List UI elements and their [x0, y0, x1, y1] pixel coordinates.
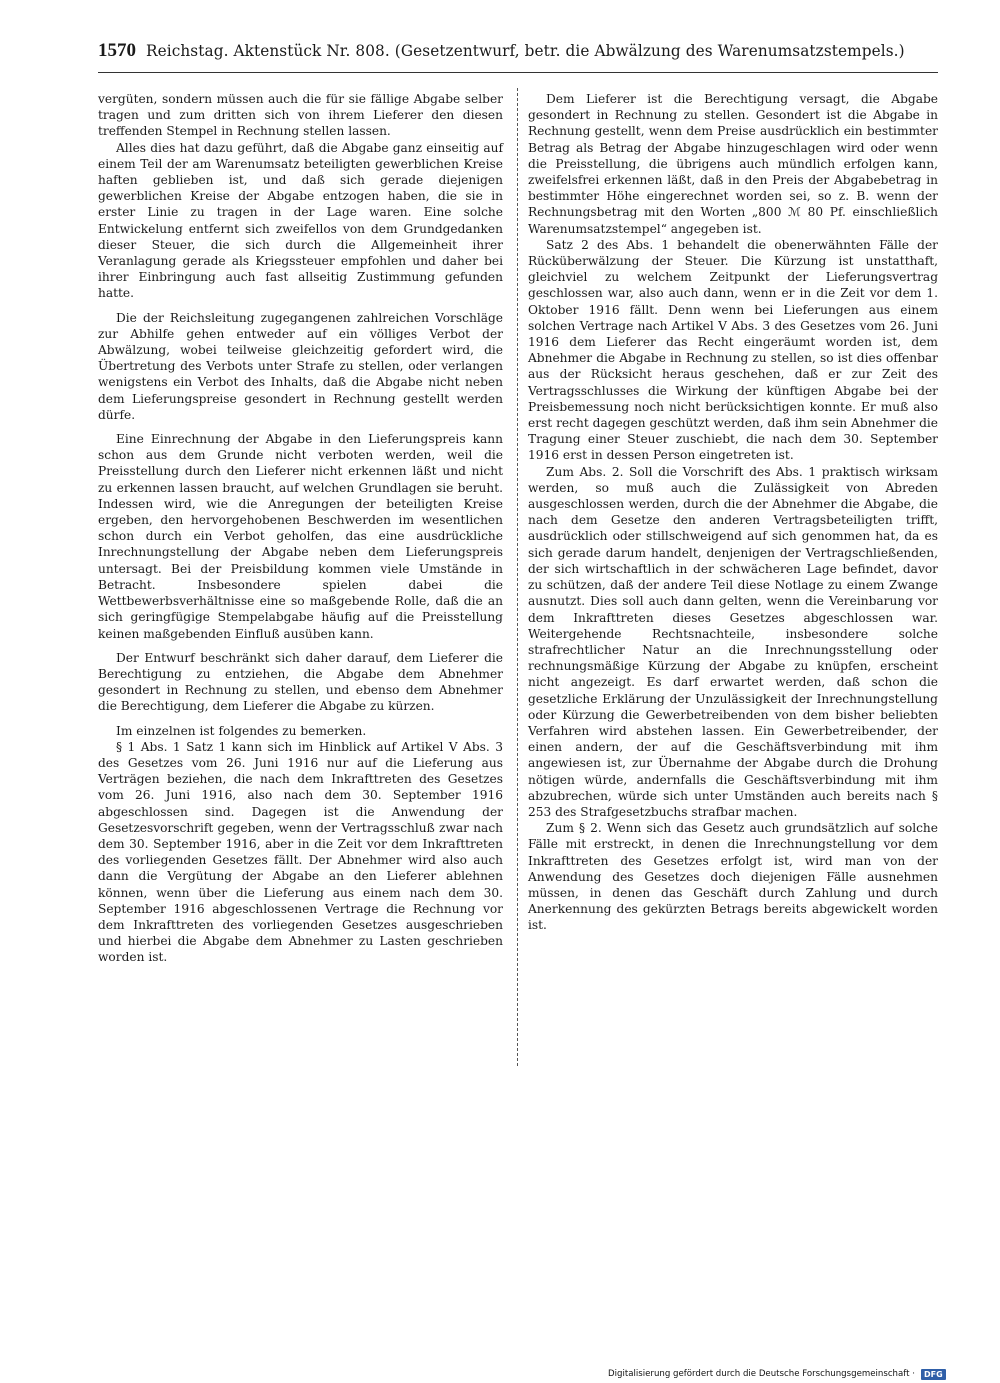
footer	[608, 1368, 946, 1380]
page-number: 1570	[98, 40, 136, 61]
left-column	[98, 91, 503, 966]
right-column	[528, 91, 938, 934]
paragraph: Der Entwurf beschränkt sich daher darauf, dem Lieferer die Berechtigung zu entziehen, die Abgabe dem Abnehmer gesondert in Rechnung zu stellen, und ebenso dem Abnehmer die Berechtigung, dem Lieferer die Abgabe zu kürzen.	[98, 650, 503, 714]
paragraph: Zum Abs. 2. Soll die Vorschrift des Abs. 1 praktisch wirksam werden, so muß auch die Zulässigkeit von Abreden ausgeschlossen werden, durch die der Abnehmer die Abgabe, die nach dem Gesetze den anderen Vertragsbeteiligten trifft, ausdrücklich oder stillschweigend auf sich genommen hat, da es sich gerade darum handelt, denjenigen der Vertragschließenden, der sich wirtschaftlich in der schwächeren Lage befindet, davor zu schützen, daß der andere Teil diese Notlage zu einem Zwange ausnutzt. Dies soll auch dann gelten, wenn die Vereinbarung vor dem Inkrafttreten dieses Gesetzes abgeschlossen war. Weitergehende Rechtsnachteile, insbesondere solche strafrechtlicher Natur an die Inrechnungsstellung oder rechnungsmäßige Kürzung der Abgabe zu knüpfen, erscheint nicht angezeigt. Es darf erwartet werden, daß schon die gesetzliche Erklärung der Unzulässigkeit der Inrechnungstellung oder Kürzung die Gewerbetreibenden von dem bisher beliebten Verfahren wird abstehen lassen. Ein Gewerbetreibender, der einen andern, der auf die Geschäftsverbindung mit ihm angewiesen ist, zur Übernahme der Abgabe durch die Drohung nötigen würde, andernfalls die Geschäftsverbindung mit ihm abzubrechen, würde sich unter Umständen auch bereits nach § 253 des Strafgesetzbuchs strafbar machen.	[528, 464, 938, 819]
paragraph: vergüten, sondern müssen auch die für sie fällige Abgabe selber tragen und zum dritten sich von ihrem Lieferer den diesen treffenden Stempel in Rechnung stellen lassen.	[98, 92, 503, 139]
paragraph: Zum § 2. Wenn sich das Gesetz auch grundsätzlich auf solche Fälle mit erstreckt, in denen die Inrechnungstellung vor dem Inkrafttreten des Gesetzes erfolgt ist, wird man von der Anwendung des Gesetzes doch diejenigen Fälle ausnehmen müssen, in denen das Geschäft durch Zahlung und durch Anerkennung des gekürzten Betrags bereits abgewickelt worden ist.	[528, 821, 938, 933]
page-title: Reichstag. Aktenstück Nr. 808. (Gesetzentwurf, betr. die Abwälzung des Warenumsatzstempels.)	[146, 41, 905, 60]
paragraph: Satz 2 des Abs. 1 behandelt die obenerwähnten Fälle der Rücküberwälzung der Steuer. Die Kürzung ist unstatthaft, gleichviel zu welchem Zeitpunkt der Lieferungsvertrag geschlossen war, also auch dann, wenn er in die Zeit vor dem 1. Oktober 1916 fällt. Denn wenn bei Lieferungen aus einem solchen Vertrage nach Artikel V Abs. 3 des Gesetzes vom 26. Juni 1916 dem Lieferer das Recht eingeräumt worden ist, dem Abnehmer die Abgabe in Rechnung zu stellen, so ist dies offenbar aus der Rücksicht heraus geschehen, daß er zur Zeit des Vertragsschlusses die Wirkung der künftigen Abgabe bei der Preisbemessung noch nicht berücksichtigen konnte. Er muß also erst recht dagegen geschützt werden, daß ihm sein Abnehmer die Tragung einer Steuer zuschiebt, die nach dem 30. September 1916 erst in dessen Person eingetreten ist.	[528, 237, 938, 463]
column-divider	[517, 88, 518, 1066]
footer-text: Digitalisierung gefördert durch die Deutsche Forschungsgemeinschaft ·	[608, 1369, 915, 1379]
dfg-logo: DFG	[921, 1369, 946, 1380]
paragraph: Eine Einrechnung der Abgabe in den Lieferungspreis kann schon aus dem Grunde nicht verboten werden, weil die Preisstellung durch den Lieferer nicht erkennen läßt und nicht zu erkennen lassen braucht, auf welchen Grundlagen sie beruht. Indessen wird, wie die Anregungen der beteiligten Kreise ergeben, den hervorgehobenen Beschwerden im wesentlichen schon durch ein Verbot geholfen, das eine ausdrückliche Inrechnungstellung der Abgabe neben dem Lieferungspreis untersagt. Bei der Preisbildung kommen viele Umstände in Betracht. Insbesondere spielen dabei die Wettbewerbsverhältnisse eine so maßgebende Rolle, daß die an sich geringfügige Stempelabgabe häufig auf die Preisstellung keinen maßgebenden Einfluß ausüben kann.	[98, 432, 503, 641]
paragraph: Die der Reichsleitung zugegangenen zahlreichen Vorschläge zur Abhilfe gehen entweder auf ein völliges Verbot der Abwälzung, wobei teilweise gleichzeitig gefordert wird, die Übertretung des Verbots unter Strafe zu stellen, oder verlangen wenigstens ein Verbot des Inhalts, daß die Abgabe nicht neben dem Lieferungspreise gesondert in Rechnung gestellt werden dürfe.	[98, 310, 503, 422]
paragraph: Dem Lieferer ist die Berechtigung versagt, die Abgabe gesondert in Rechnung zu stellen. Gesondert ist die Abgabe in Rechnung gestellt, wenn dem Preise ausdrücklich ein bestimmter Betrag als Betrag der Abgabe hinzugeschlagen wird oder wenn die Preisstellung, die übrigens auch mündlich erfolgen kann, zweifelsfrei erkennen läßt, daß in den Preis der Abgabebetrag in bestimmter Höhe eingerechnet worden sei, so z. B. wenn der Rechnungsbetrag mit den Worten „800 ℳ 80 Pf. einschließlich Warenumsatzstempel“ angegeben ist.	[528, 92, 938, 236]
paragraph: § 1 Abs. 1 Satz 1 kann sich im Hinblick auf Artikel V Abs. 3 des Gesetzes vom 26. Juni 1916 nur auf die Lieferung aus Verträgen beziehen, die nach dem Inkrafttreten des Gesetzes vom 26. Juni 1916, also nach dem 30. September 1916 abgeschlossen sind. Dagegen ist die Anwendung der Gesetzesvorschrift gegeben, wenn der Vertragsschluß zwar nach dem 30. September 1916, aber in die Zeit vor dem Inkrafttreten des vorliegenden Gesetzes fällt. Der Abnehmer wird also auch dann die Vergütung der Abgabe an den Lieferer ablehnen können, wenn über die Lieferung aus einem nach dem 30. September 1916 abgeschlossenen Vertrage die Rechnung vor dem Inkrafttreten des vorliegenden Gesetzes ausgeschrieben und hierbei die Abgabe dem Abnehmer zu Lasten geschrieben worden ist.	[98, 739, 503, 965]
paragraph: Im einzelnen ist folgendes zu bemerken.	[116, 723, 367, 738]
paragraph: Alles dies hat dazu geführt, daß die Abgabe ganz einseitig auf einem Teil der am Warenumsatz beteiligten gewerblichen Kreise haften geblieben ist, und daß sich gerade diejenigen gewerblichen Kreise der Abgabe entzogen haben, die sie in erster Linie zu tragen in der Lage waren. Eine solche Entwickelung entfernt sich zweifellos von dem Grundgedanken dieser Steuer, die sich durch die Allgemeinheit ihrer Veranlagung gerade als Kriegssteuer empfohlen und daher bei ihrer Einbringung auch fast allseitig Zustimmung gefunden hatte.	[98, 140, 503, 301]
page-header	[98, 40, 940, 70]
header-rule	[98, 72, 938, 73]
